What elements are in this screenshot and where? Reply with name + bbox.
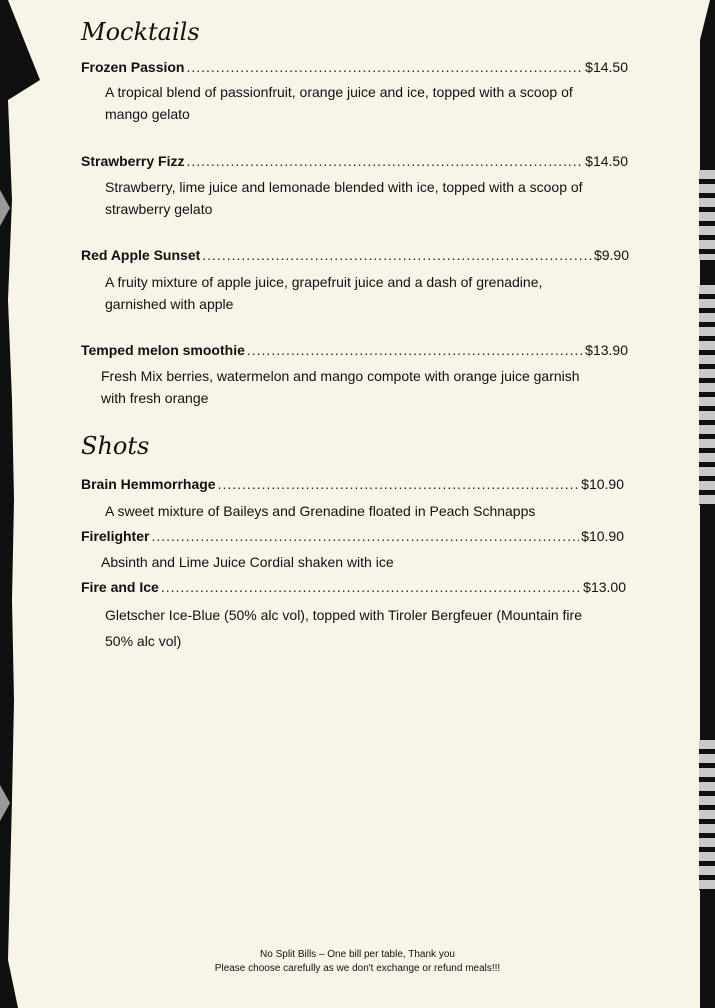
menu-item-row (81, 59, 628, 75)
item-price: $10.90 (581, 528, 624, 544)
item-description: Strawberry, lime juice and lemonade blended with ice, topped with a scoop of strawberry gelato (105, 179, 583, 217)
section-title-mocktails: Mocktails (81, 18, 200, 46)
item-name: Strawberry Fizz (81, 153, 185, 169)
item-name: Firelighter (81, 528, 150, 544)
item-name: Temped melon smoothie (81, 342, 245, 358)
menu-item-row (81, 579, 626, 595)
dot-leader (186, 153, 583, 169)
item-description: Absinth and Lime Juice Cordial shaken with ice (101, 554, 394, 570)
dot-leader (218, 476, 580, 492)
dot-leader (161, 579, 581, 595)
item-description: Fresh Mix berries, watermelon and mango compote with orange juice garnish with fresh orange (101, 368, 580, 406)
item-name: Red Apple Sunset (81, 247, 201, 263)
item-price: $14.50 (585, 153, 628, 169)
item-name: Brain Hemmorrhage (81, 476, 216, 492)
item-name: Frozen Passion (81, 59, 185, 75)
item-price: $13.90 (585, 342, 628, 358)
dot-leader (202, 247, 592, 263)
menu-item-row (81, 342, 628, 358)
section-title-shots: Shots (81, 432, 150, 460)
footer-note-refund: Please choose carefully as we don't exchange or refund meals!!! (214, 963, 501, 974)
item-description: A tropical blend of passionfruit, orange juice and ice, topped with a scoop of mango gelato (105, 84, 573, 122)
dot-leader (151, 528, 579, 544)
footer-note-split-bills: No Split Bills – One bill per table, Thank you (260, 949, 455, 960)
item-name: Fire and Ice (81, 579, 159, 595)
item-price: $10.90 (581, 476, 624, 492)
menu-item-row (81, 247, 629, 263)
menu-item-row (81, 153, 628, 169)
item-description: A fruity mixture of apple juice, grapefruit juice and a dash of grenadine, garnished with apple (105, 274, 543, 312)
item-description: Gletscher Ice-Blue (50% alc vol), topped with Tiroler Bergfeuer (Mountain fire 50% alc vol) (105, 607, 582, 649)
item-price: $13.00 (583, 579, 626, 595)
item-price: $9.90 (593, 247, 629, 263)
menu-item-row (81, 528, 624, 544)
dot-leader (186, 59, 583, 75)
dot-leader (247, 342, 583, 358)
item-price: $14.50 (585, 59, 628, 75)
menu-item-row (81, 476, 624, 492)
item-description: A sweet mixture of Baileys and Grenadine floated in Peach Schnapps (105, 503, 536, 519)
